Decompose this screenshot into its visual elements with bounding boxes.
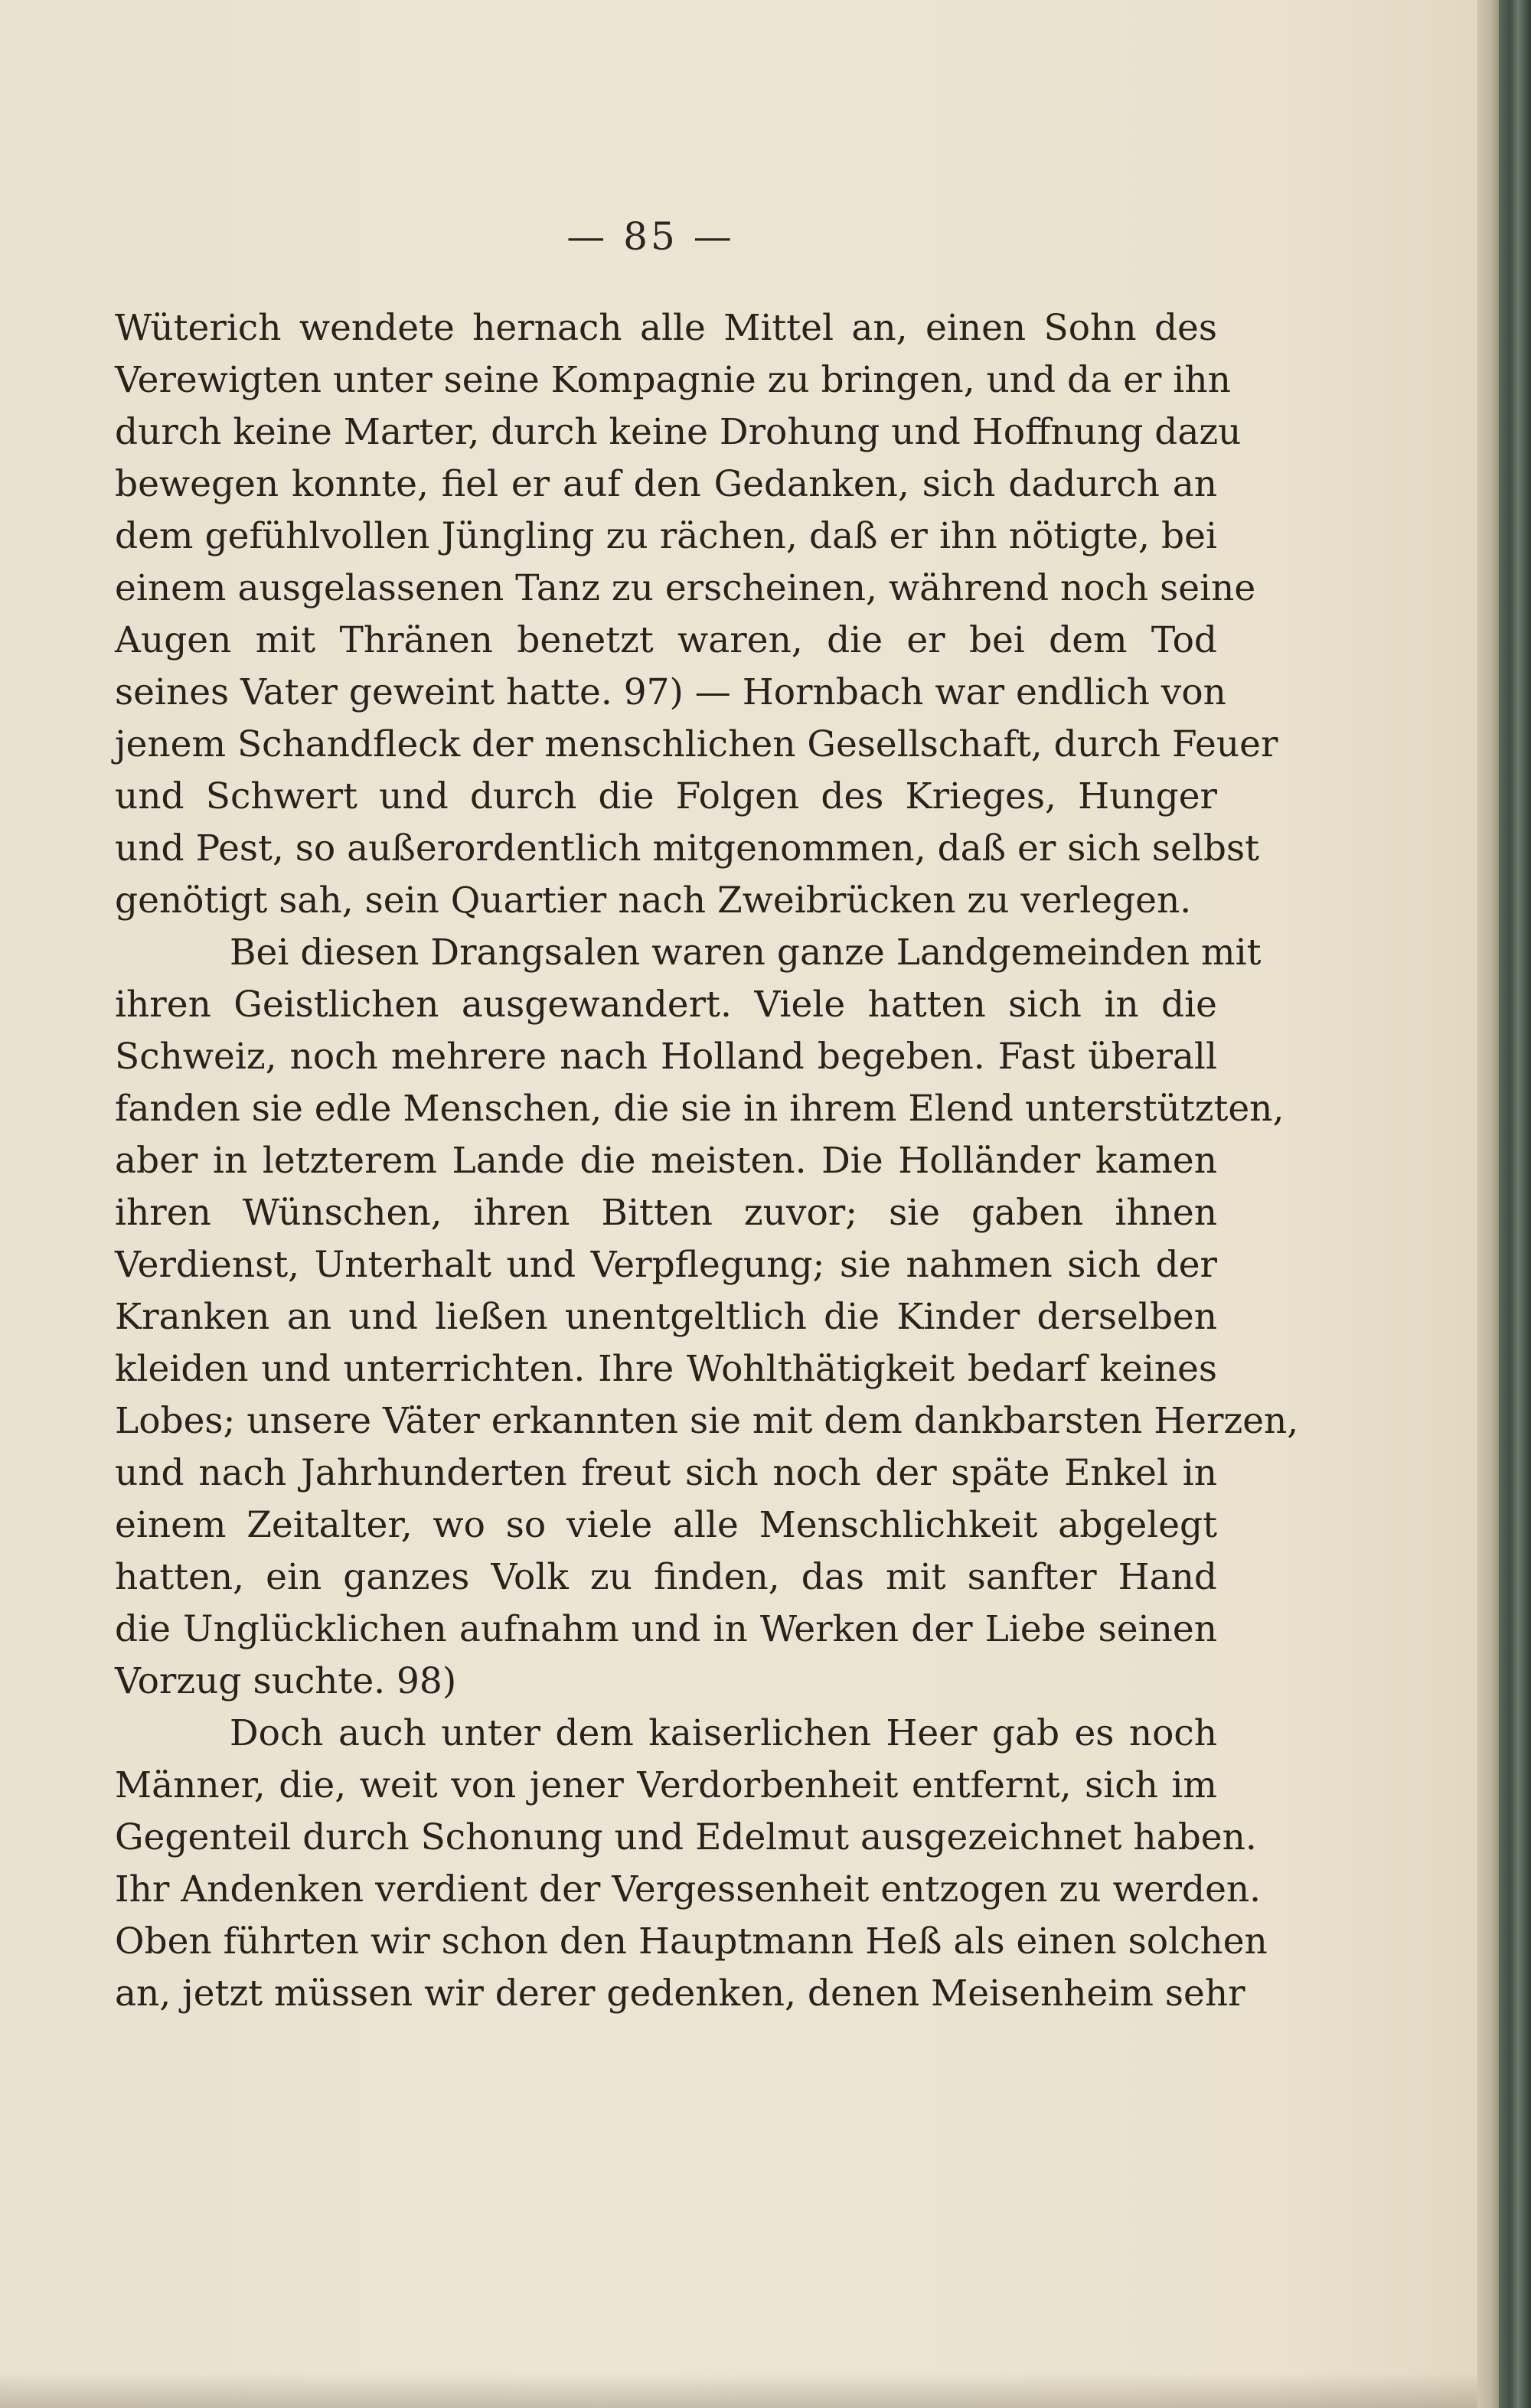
text-line: ihren Geistlichen ausgewandert. Viele hatten sich in die [115, 984, 1217, 1026]
text-line: fanden sie edle Menschen, die sie in ihrem Elend unterstützten, [115, 1088, 1285, 1130]
text-line: an, jetzt müssen wir derer gedenken, denen Meisenheim sehr [115, 1972, 1245, 2015]
text-line: durch keine Marter, durch keine Drohung und Hoffnung dazu [115, 411, 1242, 453]
text-line: Lobes; unsere Väter erkannten sie mit dem dankbarsten Herzen, [115, 1400, 1299, 1442]
text-line: kleiden und unterrichten. Ihre Wohlthätigkeit bedarf keines [115, 1348, 1217, 1390]
text-line: und Schwert und durch die Folgen des Krieges, Hunger [115, 775, 1217, 817]
text-line: Verdienst, Unterhalt und Verpflegung; sie nahmen sich der [115, 1244, 1217, 1286]
text-line: ihren Wünschen, ihren Bitten zuvor; sie gaben ihnen [115, 1192, 1217, 1234]
text-line: seines Vater geweint hatte. 97) — Hornbach war endlich von [115, 671, 1226, 713]
text-line: Ihr Andenken verdient der Vergessenheit entzogen zu werden. [115, 1868, 1262, 1910]
text-line: Oben führten wir schon den Hauptmann Heß als einen solchen [115, 1920, 1268, 1963]
page-number: — 85 — [566, 214, 735, 259]
page-edge [1477, 0, 1499, 2408]
text-line: die Unglücklichen aufnahm und in Werken der Liebe seinen [115, 1608, 1217, 1650]
body-text [115, 302, 1299, 2020]
text-line: einem ausgelassenen Tanz zu erscheinen, während noch seine [115, 567, 1256, 609]
page-bottom-shadow [0, 2373, 1477, 2408]
text-line: Wüterich wendete hernach alle Mittel an, einen Sohn des [115, 307, 1217, 349]
text-line: Schweiz, noch mehrere nach Holland begeben. Fast überall [115, 1036, 1217, 1078]
text-line: Bei diesen Drangsalen waren ganze Landgemeinden mit [230, 932, 1262, 974]
text-line: Männer, die, weit von jener Verdorbenheit entfernt, sich im [115, 1764, 1217, 1806]
text-line: jenem Schandfleck der menschlichen Gesellschaft, durch Feuer [115, 723, 1278, 765]
text-line: Augen mit Thränen benetzt waren, die er bei dem Tod [115, 619, 1217, 661]
text-line: genötigt sah, sein Quartier nach Zweibrücken zu verlegen. [115, 879, 1192, 922]
text-line: Verewigten unter seine Kompagnie zu bringen, und da er ihn [115, 359, 1231, 401]
text-line: Doch auch unter dem kaiserlichen Heer gab es noch [230, 1712, 1217, 1754]
book-binding [1499, 0, 1531, 2408]
text-line: bewegen konnte, fiel er auf den Gedanken, sich dadurch an [115, 463, 1217, 505]
text-line: hatten, ein ganzes Volk zu finden, das mit sanfter Hand [115, 1556, 1217, 1598]
text-line: und nach Jahrhunderten freut sich noch der späte Enkel in [115, 1452, 1217, 1494]
text-line: und Pest, so außerordentlich mitgenommen, daß er sich selbst [115, 827, 1259, 870]
text-line: Kranken an und ließen unentgeltlich die Kinder derselben [115, 1296, 1217, 1338]
text-line: Vorzug suchte. 98) [115, 1660, 457, 1702]
text-line: dem gefühlvollen Jüngling zu rächen, daß er ihn nötigte, bei [115, 515, 1217, 557]
text-line: aber in letzterem Lande die meisten. Die Holländer kamen [115, 1140, 1217, 1182]
text-line: Gegenteil durch Schonung und Edelmut ausgezeichnet haben. [115, 1816, 1257, 1858]
text-line: einem Zeitalter, wo so viele alle Menschlichkeit abgelegt [115, 1504, 1217, 1546]
